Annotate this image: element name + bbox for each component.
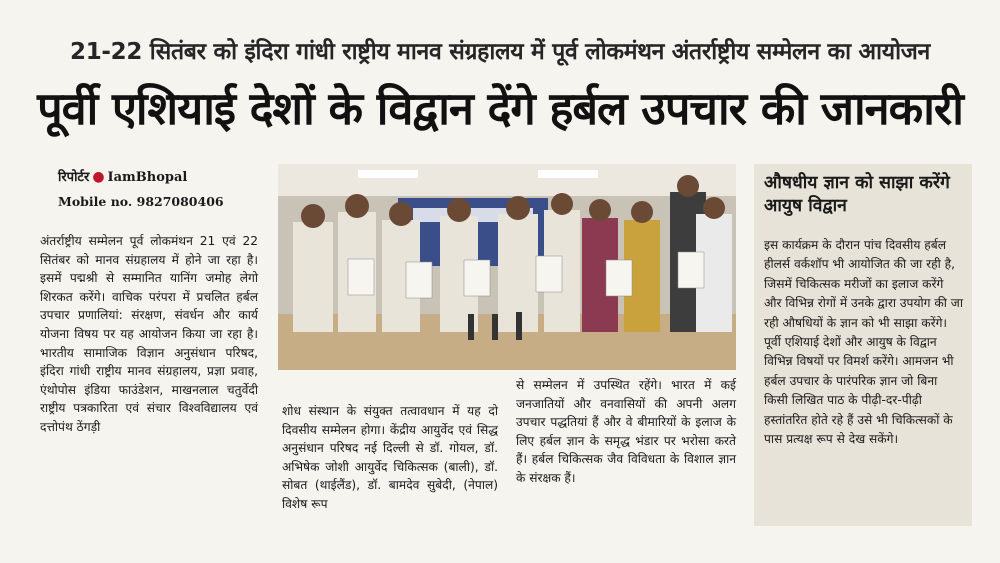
article-column-2: शोध संस्थान के संयुक्त तत्वावधान में यह दो दिवसीय सम्मेलन होगा। केंद्रीय आयुर्वेद एवं सिद्ध अनुसंधान परिषद नई दिल्ली से डॉ. गोयल, डॉ. अभिषेक जोशी आयुर्वेद चिकित्सक (बाली), डॉ. सोबत (थाईलैंड), डॉ. बामदेव सुबेदी, (नेपाल) विशेष रूप <box>282 404 498 511</box>
article-column-3: से सम्मेलन में उपस्थित रहेंगे। भारत में कई जनजातियों और वनवासियों की अपनी अलग उपचार पद्धतियां हैं और वे बीमारियों के इलाज के लिए हर्बल ज्ञान के समृद्ध भंडार पर भरोसा करते हैं। हर्बल चिकित्सक जैव विविधता के विशाल ज्ञान के संरक्षक हैं। <box>516 378 736 485</box>
news-photo <box>278 164 736 370</box>
reporter-line <box>58 167 258 185</box>
byline <box>58 167 258 209</box>
mobile-number: Mobile no. 9827080406 <box>58 194 224 209</box>
reporter-label: रिपोर्टर <box>58 170 90 185</box>
article-column-1: अंतर्राष्ट्रीय सम्मेलन पूर्व लोकमंथन 21 एवं 22 सितंबर को मानव संग्रहालय में होने जा रहा है। इसमें पद्मश्री से सम्मानित यानिंग जमोह लेगो शिरकत करेंगे। वाचिक परंपरा में प्रचलित हर्बल उपचार प्रणालियां: संरक्षण, संवर्धन और कार्य योजना विषय पर यह आयोजन किया जा रहा है। भारतीय सामाजिक विज्ञान अनुसंधान परिषद, इंदिरा गांधी राष्ट्रीय मानव संग्रहालय, प्रज्ञा प्रवाह, एंथोपोस इंडिया फाउंडेशन, माखनलाल चतुर्वेदी राष्ट्रीय पत्रकारिता एवं संचार विश्वविद्यालय एवं दत्तोपंथ ठेंगड़ी <box>40 234 258 434</box>
reporter-name: IamBhopal <box>107 170 188 185</box>
sidebar-box <box>754 164 972 526</box>
press-conference-photo <box>278 164 736 370</box>
main-headline: पूर्वी एशियाई देशों के विद्वान देंगे हर्बल उपचार की जानकारी <box>37 82 963 135</box>
sidebar-text: इस कार्यक्रम के दौरान पांच दिवसीय हर्बल हीलर्स वर्कशॉप भी आयोजित की जा रही है, जिसमें चिकित्सक मरीजों का इलाज करेंगे और विभिन्न रोगों में उनके द्वारा उपयोग की जा रही औषधियों के ज्ञान को भी साझा करेंगे। पूर्वी एशियाई देशों और आयुष के विद्वान विभिन्न विषयों पर विमर्श करेंगे। आमजन भी हर्बल उपचार के पारंपरिक ज्ञान जो बिना किसी लिखित पाठ के पीढ़ी-दर-पीढ़ी हस्तांतरित होते रहे हैं उसे भी चिकित्सकों के पास प्रत्यक्ष रूप से देख सकेंगे। <box>764 238 964 447</box>
sidebar-title: औषधीय ज्ञान को साझा करेंगे आयुष विद्वान <box>764 173 950 216</box>
bullet-icon: ● <box>92 169 105 185</box>
kicker-headline: 21-22 सितंबर को इंदिरा गांधी राष्ट्रीय मानव संग्रहालय में पूर्व लोकमंथन अंतर्राष्ट्रीय सम्मेलन का आयोजन <box>70 39 930 65</box>
